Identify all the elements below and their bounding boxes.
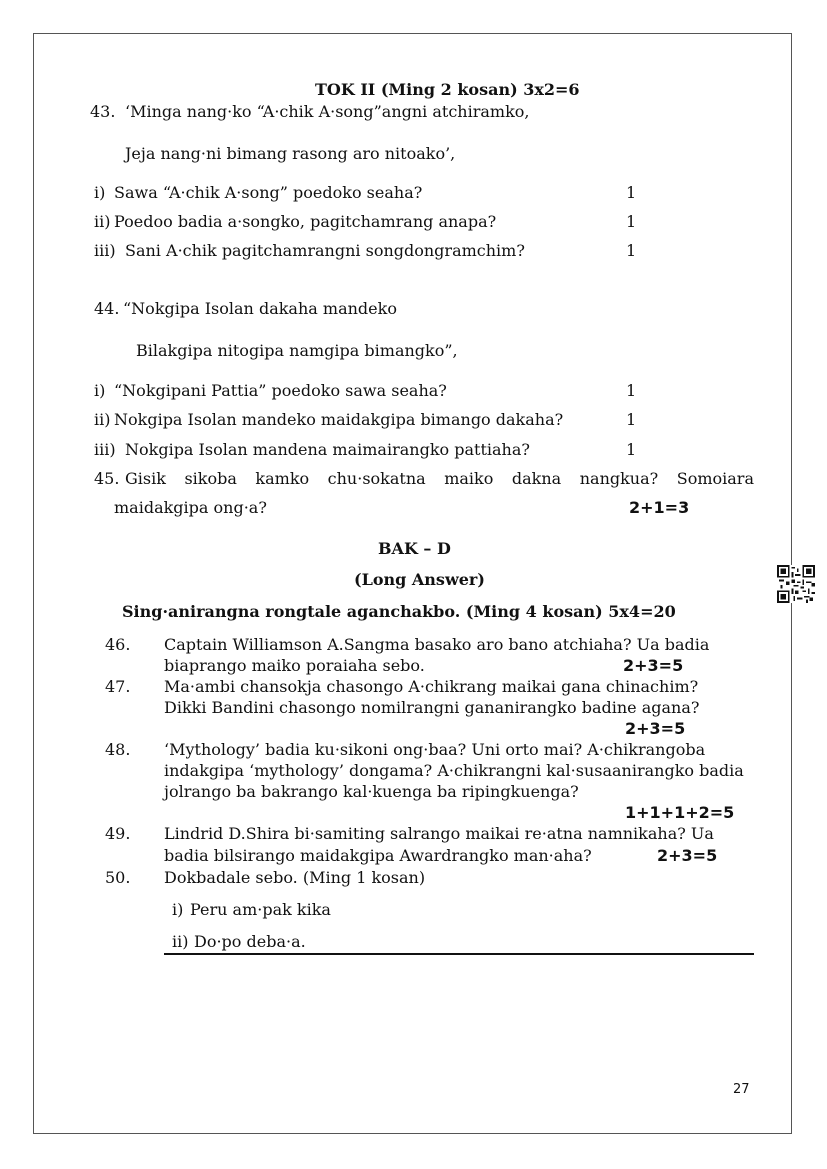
q43-sub3-mark: 1 <box>626 241 637 260</box>
q44-sub3-mark: 1 <box>626 440 637 459</box>
q50-option2-label: ii) <box>172 932 189 951</box>
q43-sub1-mark: 1 <box>626 183 637 202</box>
q44-sub2-label: ii) <box>94 410 111 429</box>
q44-sub3-text: Nokgipa Isolan mandena maimairangko pattiaha? <box>125 440 530 459</box>
section-d-instruction: Sing·anirangna rongtale aganchakbo. (Ming 4 kosan) 5x4=20 <box>122 602 676 621</box>
q50-number: 50. <box>105 868 131 887</box>
q44-sub1-text: “Nokgipani Pattia” poedoko sawa seaha? <box>114 381 447 400</box>
q44-sub3-label: iii) <box>94 440 116 459</box>
q50-line1: Dokbadale sebo. (Ming 1 kosan) <box>164 868 426 887</box>
q47-line2: Dikki Bandini chasongo nomilrangni gananirangko badine agana? <box>164 698 700 717</box>
q44-sub2-mark: 1 <box>626 410 637 429</box>
q43-sub3-text: Sani A·chik pagitchamrangni songdongramchim? <box>125 241 525 260</box>
q48-line1: ‘Mythology’ badia ku·sikoni ong·baa? Uni orto mai? A·chikrangoba <box>164 740 706 759</box>
q50-option1-text: Peru am·pak kika <box>190 900 331 919</box>
q47-line1: Ma·ambi chansokja chasongo A·chikrang maikai gana chinachim? <box>164 677 699 696</box>
qr-code-icon <box>777 565 815 603</box>
q44-sub1-label: i) <box>94 381 106 400</box>
q43-sub2-label: ii) <box>94 212 111 231</box>
section-d-subheading: (Long Answer) <box>354 570 485 589</box>
q43-sub2-text: Poedoo badia a·songko, pagitchamrang anapa? <box>114 212 497 231</box>
q44-quote-line2: Bilakgipa nitogipa namgipa bimangko”, <box>136 341 458 360</box>
q45-number: 45. <box>94 469 120 488</box>
q46-line1: Captain Williamson A.Sangma basako aro bano atchiaha? Ua badia <box>164 635 710 654</box>
q48-mark: 1+1+1+2=5 <box>625 803 735 822</box>
q43-number: 43. <box>90 102 116 121</box>
q44-sub2-text: Nokgipa Isolan mandeko maidakgipa bimango dakaha? <box>114 410 564 429</box>
q47-number: 47. <box>105 677 131 696</box>
q47-mark: 2+3=5 <box>625 719 686 738</box>
q45-mark: 2+1=3 <box>629 498 690 517</box>
q49-line1: Lindrid D.Shira bi·samiting salrango maikai re·atna namnikaha? Ua <box>164 824 714 843</box>
q50-option2-text: Do·po deba·a. <box>194 932 306 951</box>
end-rule <box>164 953 754 955</box>
q46-number: 46. <box>105 635 131 654</box>
q49-line2: badia bilsirango maidakgipa Awardrangko man·aha? <box>164 846 592 865</box>
q49-mark: 2+3=5 <box>657 846 718 865</box>
q43-quote-line1: ‘Minga nang·ko “A·chik A·song”angni atchiramko, <box>125 102 530 121</box>
q43-sub2-mark: 1 <box>626 212 637 231</box>
q46-line2: biaprango maiko poraiaha sebo. <box>164 656 425 675</box>
q45-line2: maidakgipa ong·a? <box>114 498 267 517</box>
page-number: 27 <box>733 1082 750 1097</box>
section-c-heading: TOK II (Ming 2 kosan) 3x2=6 <box>315 80 580 99</box>
q44-sub1-mark: 1 <box>626 381 637 400</box>
q43-sub1-text: Sawa “A·chik A·song” poedoko seaha? <box>114 183 423 202</box>
q50-option1-label: i) <box>172 900 184 919</box>
q43-sub3-label: iii) <box>94 241 116 260</box>
q49-number: 49. <box>105 824 131 843</box>
q43-quote-line2: Jeja nang·ni bimang rasong aro nitoako’, <box>125 144 456 163</box>
q43-sub1-label: i) <box>94 183 106 202</box>
q45-line1: Gisik sikoba kamko chu·sokatna maiko dakna nangkua? Somoiara <box>125 469 754 488</box>
q48-line2: indakgipa ‘mythology’ dongama? A·chikrangni kal·susaanirangko badia <box>164 761 744 780</box>
q48-number: 48. <box>105 740 131 759</box>
q48-line3: jolrango ba bakrango kal·kuenga ba ripingkuenga? <box>164 782 579 801</box>
q46-mark: 2+3=5 <box>623 656 684 675</box>
section-d-heading: BAK – D <box>378 539 451 558</box>
q44-number: 44. <box>94 299 120 318</box>
q44-quote-line1: “Nokgipa Isolan dakaha mandeko <box>123 299 397 318</box>
